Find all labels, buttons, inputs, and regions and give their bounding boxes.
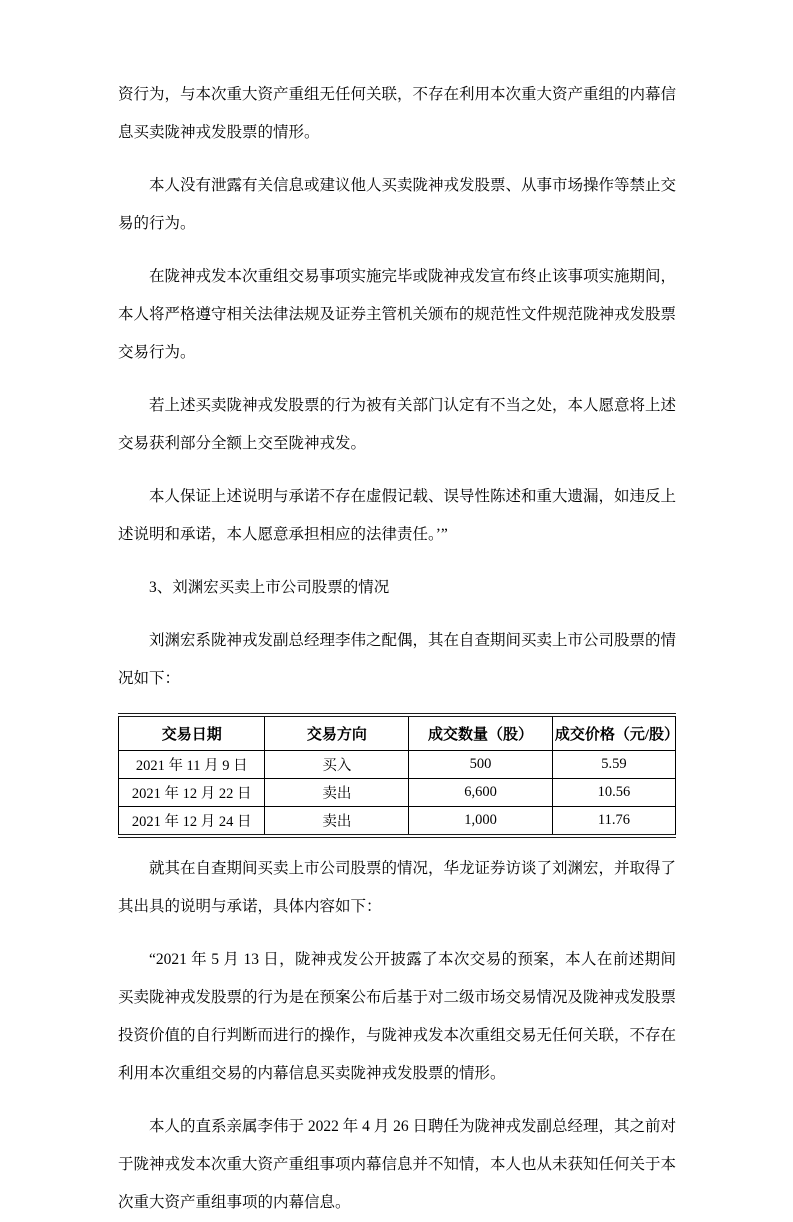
cell-price: 10.56 bbox=[552, 779, 675, 807]
paragraph-profit-surrender: 若上述买卖陇神戎发股票的行为被有关部门认定有不当之处，本人愿意将上述交易获利部分全额上交至陇神戎发。 bbox=[118, 397, 677, 452]
cell-price: 11.76 bbox=[552, 807, 675, 837]
cell-direction: 卖出 bbox=[265, 807, 409, 837]
paragraph-interview-intro: 就其在自查期间买卖上市公司股票的情况，华龙证券访谈了刘渊宏，并取得了其出具的说明与承诺，具体内容如下： bbox=[118, 860, 677, 915]
table-row bbox=[119, 779, 676, 807]
table-row bbox=[119, 751, 676, 779]
paragraph-liu-intro: 刘渊宏系陇神戎发副总经理李伟之配偶，其在自查期间买卖上市公司股票的情况如下： bbox=[118, 632, 677, 687]
cell-direction: 买入 bbox=[265, 751, 409, 779]
cell-direction: 卖出 bbox=[265, 779, 409, 807]
table-header-volume: 成交数量（股） bbox=[409, 715, 553, 751]
paragraph-compliance-commitment: 在陇神戎发本次重组交易事项实施完毕或陇神戎发宣布终止该事项实施期间，本人将严格遵守相关法律法规及证券主管机关颁布的规范性文件规范陇神戎发股票交易行为。 bbox=[118, 268, 677, 361]
paragraph-relative-statement: 本人的直系亲属李伟于 2022 年 4 月 26 日聘任为陇神戎发副总经理，其之前对于陇神戎发本次重大资产重组事项内幕信息并不知情，本人也从未获知任何关于本次重大资产重组事项的内幕信息。 bbox=[118, 1118, 677, 1211]
table-header-row bbox=[119, 715, 676, 751]
table-row bbox=[119, 807, 676, 837]
paragraph-guarantee: 本人保证上述说明与承诺不存在虚假记载、误导性陈述和重大遗漏，如违反上述说明和承诺，本人愿意承担相应的法律责任。’” bbox=[118, 488, 677, 543]
table-header-date: 交易日期 bbox=[119, 715, 265, 751]
cell-price: 5.59 bbox=[552, 751, 675, 779]
table-header-price: 成交价格（元/股） bbox=[552, 715, 675, 751]
cell-date: 2021 年 11 月 9 日 bbox=[119, 751, 265, 779]
cell-date: 2021 年 12 月 22 日 bbox=[119, 779, 265, 807]
paragraph-no-leak-statement: 本人没有泄露有关信息或建议他人买卖陇神戎发股票、从事市场操作等禁止交易的行为。 bbox=[118, 177, 677, 232]
stock-trades-table bbox=[118, 713, 680, 838]
table-header-direction: 交易方向 bbox=[265, 715, 409, 751]
section-heading: 3、刘渊宏买卖上市公司股票的情况 bbox=[149, 579, 390, 596]
cell-volume: 1,000 bbox=[409, 807, 553, 837]
paragraph-continuation: 资行为，与本次重大资产重组无任何关联，不存在利用本次重大资产重组的内幕信息买卖陇神戎发股票的情形。 bbox=[118, 86, 677, 141]
cell-volume: 500 bbox=[409, 751, 553, 779]
cell-date: 2021 年 12 月 24 日 bbox=[119, 807, 265, 837]
paragraph-liu-statement: “2021 年 5 月 13 日，陇神戎发公开披露了本次交易的预案，本人在前述期间买卖陇神戎发股票的行为是在预案公布后基于对二级市场交易情况及陇神戎发股票投资价值的自行判断而进行的操作，与陇神戎发本次重组交易无任何关联，不存在利用本次重组交易的内幕信息买卖陇神戎发股票的情形。 bbox=[118, 951, 677, 1082]
cell-volume: 6,600 bbox=[409, 779, 553, 807]
